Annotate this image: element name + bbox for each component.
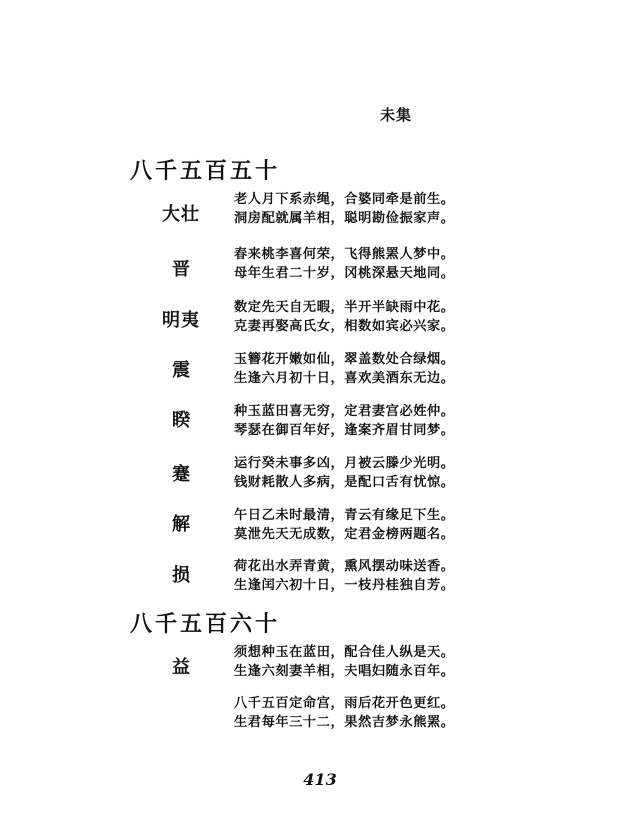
verse: [234, 454, 455, 492]
verse-line: 春来桃李喜何荣，飞得熊罴人梦中。: [234, 247, 455, 262]
verse-line: 生逢六月初十日，喜欢美酒东无边。: [234, 371, 455, 386]
entry-mingyi: [130, 298, 460, 342]
verse-line: 荷花出水弄青黄，熏风摆动味送香。: [234, 559, 455, 574]
verse-line: 须想种玉在蓝田，配合佳人纵是天。: [234, 645, 455, 660]
entry-xie: [130, 506, 460, 550]
verse: [234, 557, 455, 595]
hexagram-name: 损: [172, 565, 190, 586]
entry-kui: [130, 402, 460, 446]
verse: [234, 506, 455, 544]
verse: [234, 245, 455, 283]
verse-line: 克妻再娶高氏女，相数如宾必兴家。: [234, 319, 455, 334]
hexagram-name: 明夷: [162, 310, 200, 331]
verse-line: 数定先天自无暇，半开半缺雨中花。: [234, 300, 455, 315]
verse: [234, 643, 455, 681]
verse: [234, 190, 455, 228]
verse: [234, 350, 455, 388]
section-title: 八千五百六十: [130, 611, 281, 637]
verse-line: 生逢闰六初十日，一枝丹桂独自芳。: [234, 578, 455, 593]
entry-jian: [130, 454, 460, 498]
verse-line: 运行癸未事多凶，月被云滕少光明。: [234, 456, 455, 471]
hexagram-name: 晋: [172, 259, 190, 280]
hexagram-name: 震: [172, 360, 190, 381]
verse: [234, 402, 455, 440]
page-number: 413: [303, 770, 337, 789]
verse-line: 生逢六刻妻羊相，夫唱妇随永百年。: [234, 664, 455, 679]
entry-zhen: [130, 350, 460, 394]
section-title: 八千五百五十: [130, 158, 281, 184]
entry-dazhuang: [130, 190, 460, 234]
hexagram-name: 睽: [172, 410, 190, 431]
hexagram-name: 蹇: [172, 464, 190, 485]
hexagram-name: 解: [172, 514, 190, 535]
verse-line: 钱财耗散人多病，是配口舌有忧惊。: [234, 475, 455, 490]
hexagram-name: 益: [172, 657, 190, 678]
hexagram-name: 大壮: [162, 204, 200, 225]
entry-yi: [130, 643, 460, 687]
verse: [234, 298, 455, 336]
verse-line: 莫泄先天无成数，定君金榜两题名。: [234, 527, 455, 542]
running-header: 未集: [380, 106, 413, 124]
verse-line: 玉簪花开嫩如仙，翠盖数处合绿烟。: [234, 352, 455, 367]
verse-line: 母年生君二十岁，冈桃深悬天地同。: [234, 266, 455, 281]
verse-line: 老人月下系赤绳，合婆同牵是前生。: [234, 192, 455, 207]
entry-jin: [130, 245, 460, 289]
entry-unlabeled: [130, 694, 460, 738]
verse-line: 午日乙未时最清，青云有缘足下生。: [234, 508, 455, 523]
entry-sun: [130, 557, 460, 601]
verse-line: 种玉蓝田喜无穷，定君妻宫必姓仲。: [234, 404, 455, 419]
verse-line: 洞房配就属羊相，聪明勘俭振家声。: [234, 211, 455, 226]
verse-line: 生君每年三十二，果然吉梦永熊罴。: [234, 715, 455, 730]
verse-line: 八千五百定命宫，雨后花开色更红。: [234, 696, 455, 711]
verse: [234, 694, 455, 732]
verse-line: 琴瑟在御百年好，逢案齐眉甘同梦。: [234, 423, 455, 438]
